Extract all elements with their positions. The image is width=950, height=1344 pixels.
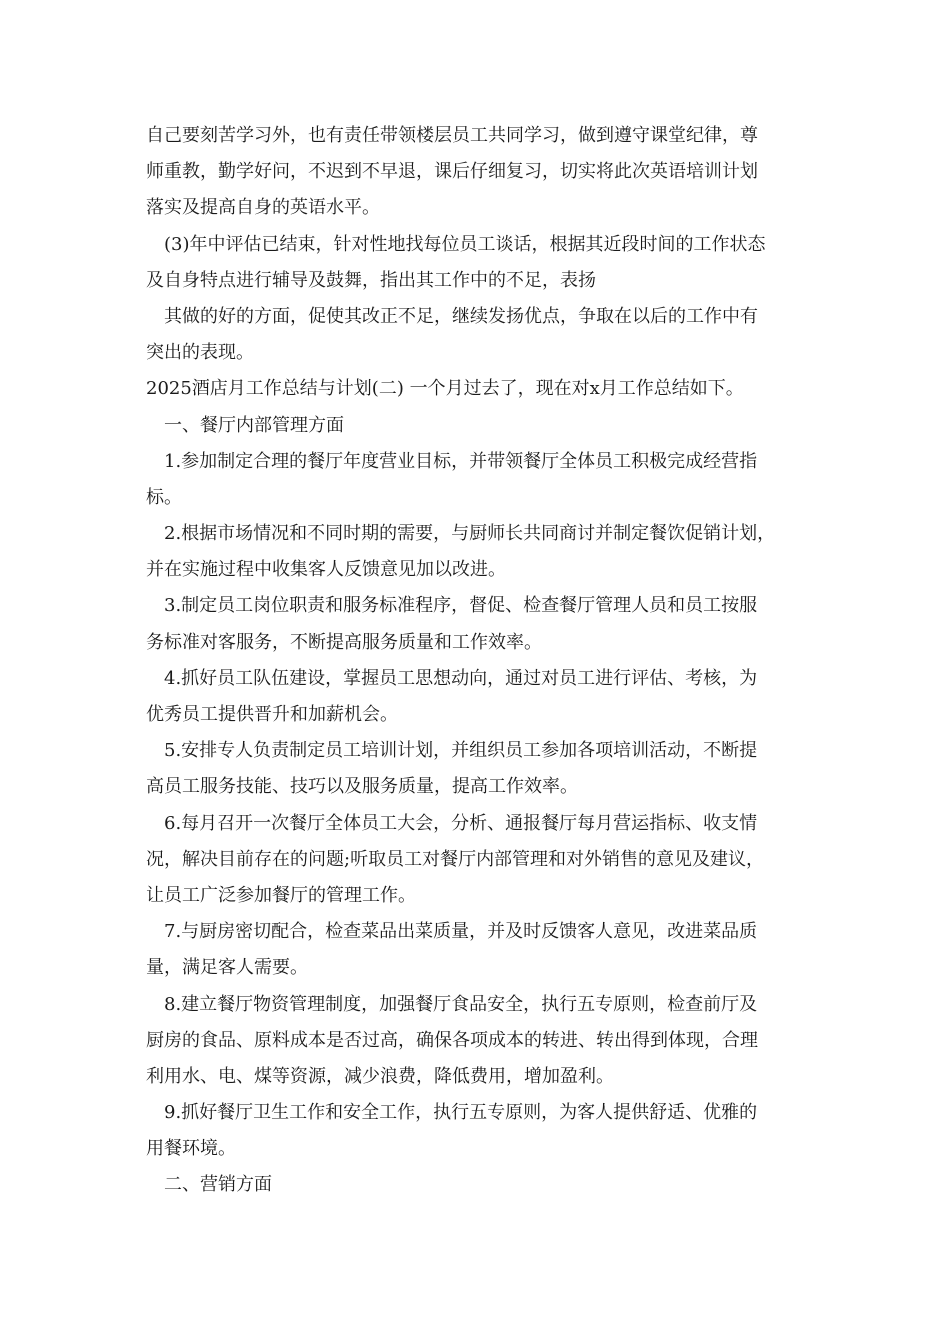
text-line: 并在实施过程中收集客人反馈意见加以改进。 (146, 559, 506, 581)
text-line: 1.参加制定合理的餐厅年度营业目标，并带领餐厅全体员工积极完成经营指 (164, 450, 758, 472)
text-line: 利用水、电、煤等资源，减少浪费，降低费用，增加盈利。 (146, 1065, 614, 1087)
text-line: 2.根据市场情况和不同时期的需要，与厨师长共同商讨并制定餐饮促销计划， (164, 523, 776, 545)
text-line: 用餐环境。 (146, 1138, 236, 1160)
text-line: 高员工服务技能、技巧以及服务质量，提高工作效率。 (146, 776, 578, 798)
text-line: 务标准对客服务，不断提高服务质量和工作效率。 (146, 631, 542, 653)
text-line: 其做的好的方面，促使其改正不足，继续发扬优点，争取在以后的工作中有 (164, 305, 758, 327)
text-line: 8.建立餐厅物资管理制度，加强餐厅食品安全，执行五专原则，检查前厅及 (164, 993, 758, 1015)
text-line: 师重教，勤学好问，不迟到不早退，课后仔细复习，切实将此次英语培训计划 (146, 161, 758, 183)
text-line: 4.抓好员工队伍建设，掌握员工思想动向，通过对员工进行评估、考核，为 (164, 667, 758, 689)
text-line: 5.安排专人负责制定员工培训计划，并组织员工参加各项培训活动，不断提 (164, 740, 758, 762)
text-line: 况，解决目前存在的问题;听取员工对餐厅内部管理和对外销售的意见及建议， (146, 848, 765, 870)
text-line: 一、餐厅内部管理方面 (164, 414, 344, 436)
text-line: 二、营销方面 (164, 1174, 272, 1196)
text-line: 自己要刻苦学习外，也有责任带领楼层员工共同学习，做到遵守课堂纪律，尊 (146, 125, 758, 146)
text-line: 标。 (146, 486, 182, 508)
text-line: 突出的表现。 (146, 342, 254, 364)
text-line: (3)年中评估已结束，针对性地找每位员工谈话，根据其近段时间的工作状态 (164, 233, 766, 255)
document-body (146, 118, 806, 1204)
text-line: 7.与厨房密切配合，检查菜品出菜质量，并及时反馈客人意见，改进菜品质 (164, 921, 758, 943)
text-line: 量，满足客人需要。 (146, 957, 308, 979)
text-line: 及自身特点进行辅导及鼓舞，指出其工作中的不足，表扬 (146, 269, 596, 291)
text-line: 厨房的食品、原料成本是否过高，确保各项成本的转进、转出得到体现，合理 (146, 1029, 758, 1051)
text-line: 2025酒店月工作总结与计划(二) 一个月过去了，现在对x月工作总结如下。 (146, 378, 744, 400)
text-line: 让员工广泛参加餐厅的管理工作。 (146, 884, 416, 906)
text-line: 6.每月召开一次餐厅全体员工大会，分析、通报餐厅每月营运指标、收支情 (164, 812, 758, 834)
text-line: 落实及提高自身的英语水平。 (146, 197, 380, 219)
text-line: 优秀员工提供晋升和加薪机会。 (146, 704, 398, 725)
text-line: 3.制定员工岗位职责和服务标准程序，督促、检查餐厅管理人员和员工按服 (164, 595, 758, 617)
text-line: 9.抓好餐厅卫生工作和安全工作，执行五专原则，为客人提供舒适、优雅的 (164, 1102, 758, 1124)
